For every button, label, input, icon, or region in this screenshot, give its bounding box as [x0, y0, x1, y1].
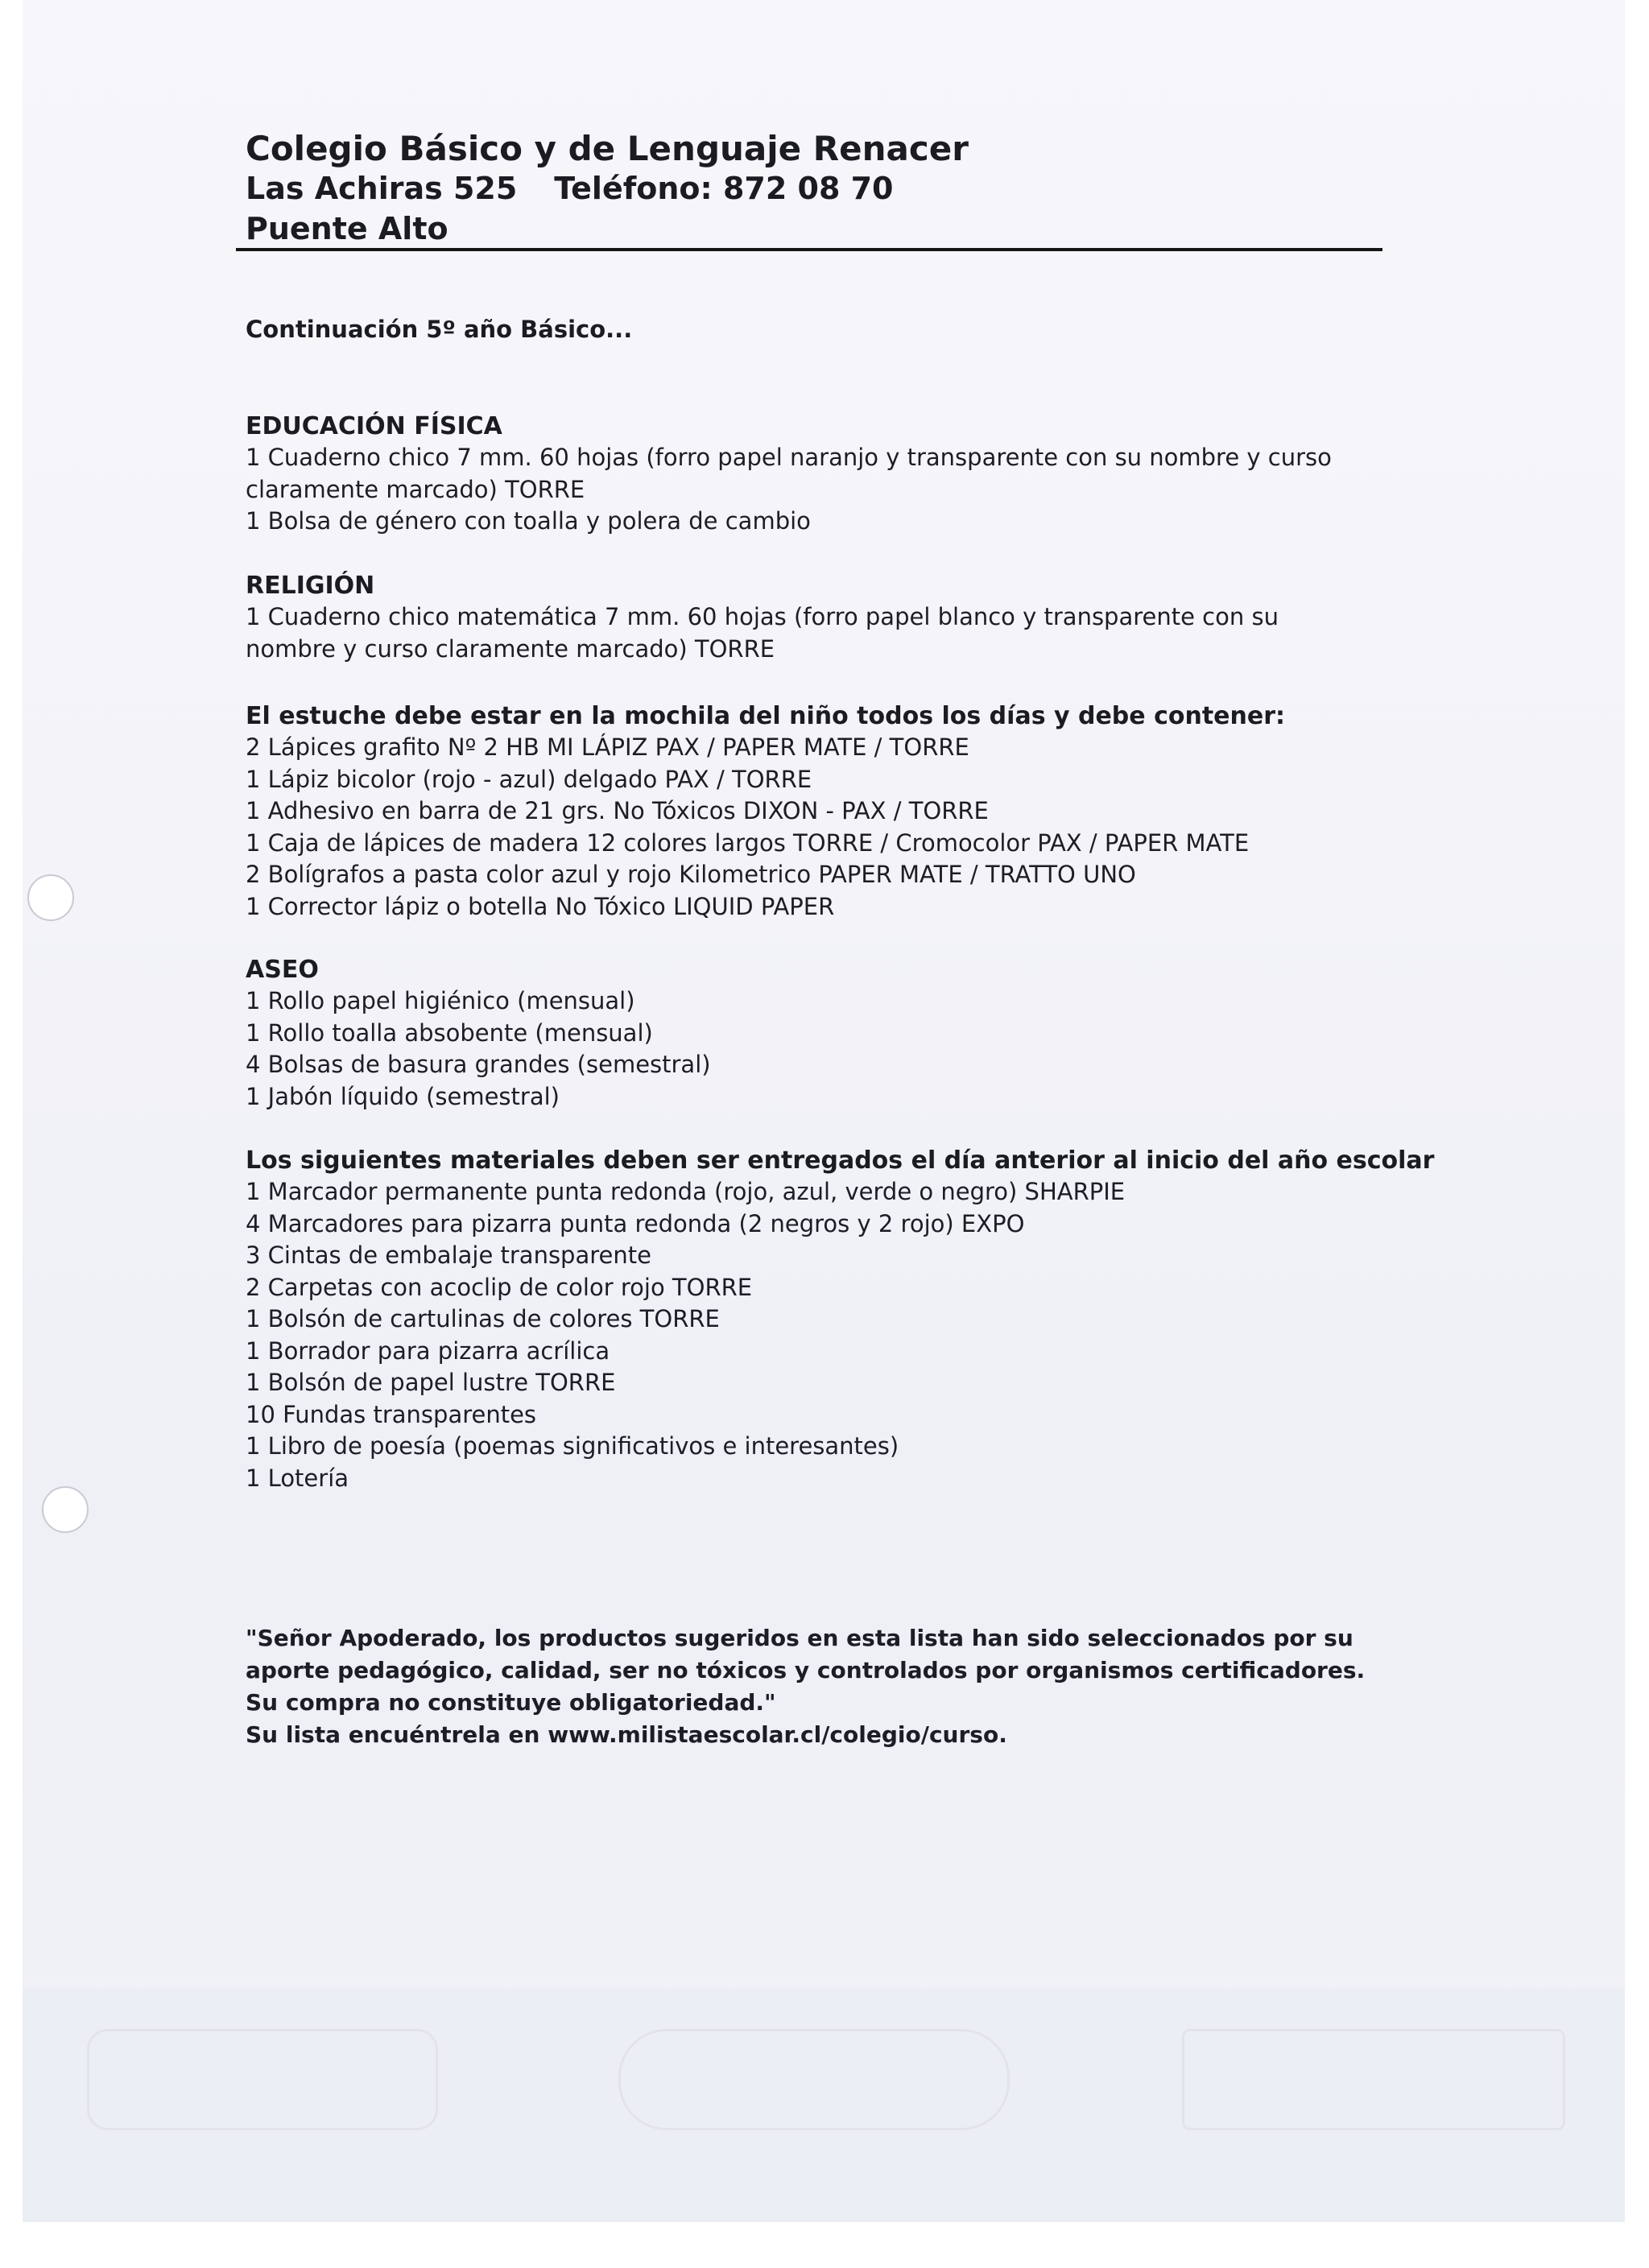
list-item: 4 Bolsas de basura grandes (semestral) — [246, 1051, 711, 1078]
list-item: 1 Bolsón de cartulinas de colores TORRE — [246, 1305, 720, 1332]
list-item: 1 Corrector lápiz o botella No Tóxico LIQUID PAPER — [246, 892, 835, 920]
school-address: Las Achiras 525 — [246, 171, 518, 206]
list-item: 1 Rollo papel higiénico (mensual) — [246, 987, 635, 1014]
bleed-through-logo — [618, 2029, 1010, 2130]
list-item: 2 Lápices grafito Nº 2 HB MI LÁPIZ PAX / PAPER MATE / TORRE — [246, 733, 969, 761]
bleed-through-logo — [87, 2029, 438, 2130]
section-title: Los siguientes materiales deben ser entregados el día anterior al inicio del año escolar — [246, 1146, 1435, 1175]
list-item: 1 Bolsón de papel lustre TORRE — [246, 1369, 616, 1396]
list-item: 3 Cintas de embalaje transparente — [246, 1241, 651, 1269]
note-line: aporte pedagógico, calidad, ser no tóxicos y controlados por organismos certificadores. — [246, 1657, 1366, 1683]
section-title: EDUCACIÓN FÍSICA — [246, 412, 502, 440]
bleed-through-logo — [1182, 2029, 1565, 2130]
list-item: 1 Bolsa de género con toalla y polera de cambio — [246, 507, 811, 535]
section-educacion-fisica — [246, 411, 1389, 538]
section-materiales-entrega — [246, 1145, 1435, 1494]
list-item: 1 Rollo toalla absobente (mensual) — [246, 1018, 653, 1047]
list-item: 1 Caja de lápices de madera 12 colores largos TORRE / Cromocolor PAX / PAPER MATE — [246, 828, 1250, 857]
list-item: 1 Cuaderno chico 7 mm. 60 hojas (forro papel naranjo y transparente con su nombre y curso — [246, 444, 1332, 471]
list-item: claramente marcado) TORRE — [246, 475, 585, 503]
list-item: 1 Adhesivo en barra de 21 grs. No Tóxicos DIXON - PAX / TORRE — [246, 797, 989, 824]
list-item: 1 Lápiz bicolor (rojo - azul) delgado PAX / TORRE — [246, 765, 812, 793]
punch-hole — [42, 1486, 89, 1533]
section-estuche — [246, 700, 1389, 923]
continuation-heading: Continuación 5º año Básico... — [246, 316, 633, 343]
list-item: 1 Marcador permanente punta redonda (rojo, azul, verde o negro) SHARPIE — [246, 1178, 1126, 1205]
school-phone: Teléfono: 872 08 70 — [554, 171, 894, 206]
note-line: Su compra no constituye obligatoriedad." — [246, 1689, 776, 1716]
section-title: El estuche debe estar en la mochila del niño todos los días y debe contener: — [246, 702, 1286, 730]
note-line: "Señor Apoderado, los productos sugeridos en esta lista han sido seleccionados por su — [246, 1625, 1354, 1651]
school-name: Colegio Básico y de Lenguaje Renacer — [246, 129, 969, 168]
list-item: 2 Bolígrafos a pasta color azul y rojo Kilometrico PAPER MATE / TRATTO UNO — [246, 861, 1136, 888]
list-item: 1 Jabón líquido (semestral) — [246, 1082, 560, 1110]
footer-note — [246, 1622, 1389, 1751]
section-title: ASEO — [246, 956, 319, 984]
list-item: 2 Carpetas con acoclip de color rojo TORRE — [246, 1273, 753, 1301]
list-item: 1 Borrador para pizarra acrílica — [246, 1336, 610, 1365]
school-city: Puente Alto — [246, 211, 448, 246]
section-title: RELIGIÓN — [246, 572, 375, 600]
section-aseo — [246, 954, 1389, 1113]
list-item: nombre y curso claramente marcado) TORRE — [246, 634, 775, 663]
list-item: 1 Lotería — [246, 1464, 349, 1492]
school-contact — [246, 171, 894, 206]
note-line: Su lista encuéntrela en www.milistaescolar.cl/colegio/curso. — [246, 1721, 1007, 1748]
list-item: 1 Libro de poesía (poemas significativos e interesantes) — [246, 1432, 899, 1460]
list-item: 4 Marcadores para pizarra punta redonda (2 negros y 2 rojo) EXPO — [246, 1209, 1025, 1237]
punch-hole — [27, 874, 74, 921]
list-item: 1 Cuaderno chico matemática 7 mm. 60 hojas (forro papel blanco y transparente con su — [246, 603, 1279, 630]
list-item: 10 Fundas transparentes — [246, 1400, 537, 1428]
header-divider — [236, 248, 1382, 251]
section-religion — [246, 570, 1389, 665]
